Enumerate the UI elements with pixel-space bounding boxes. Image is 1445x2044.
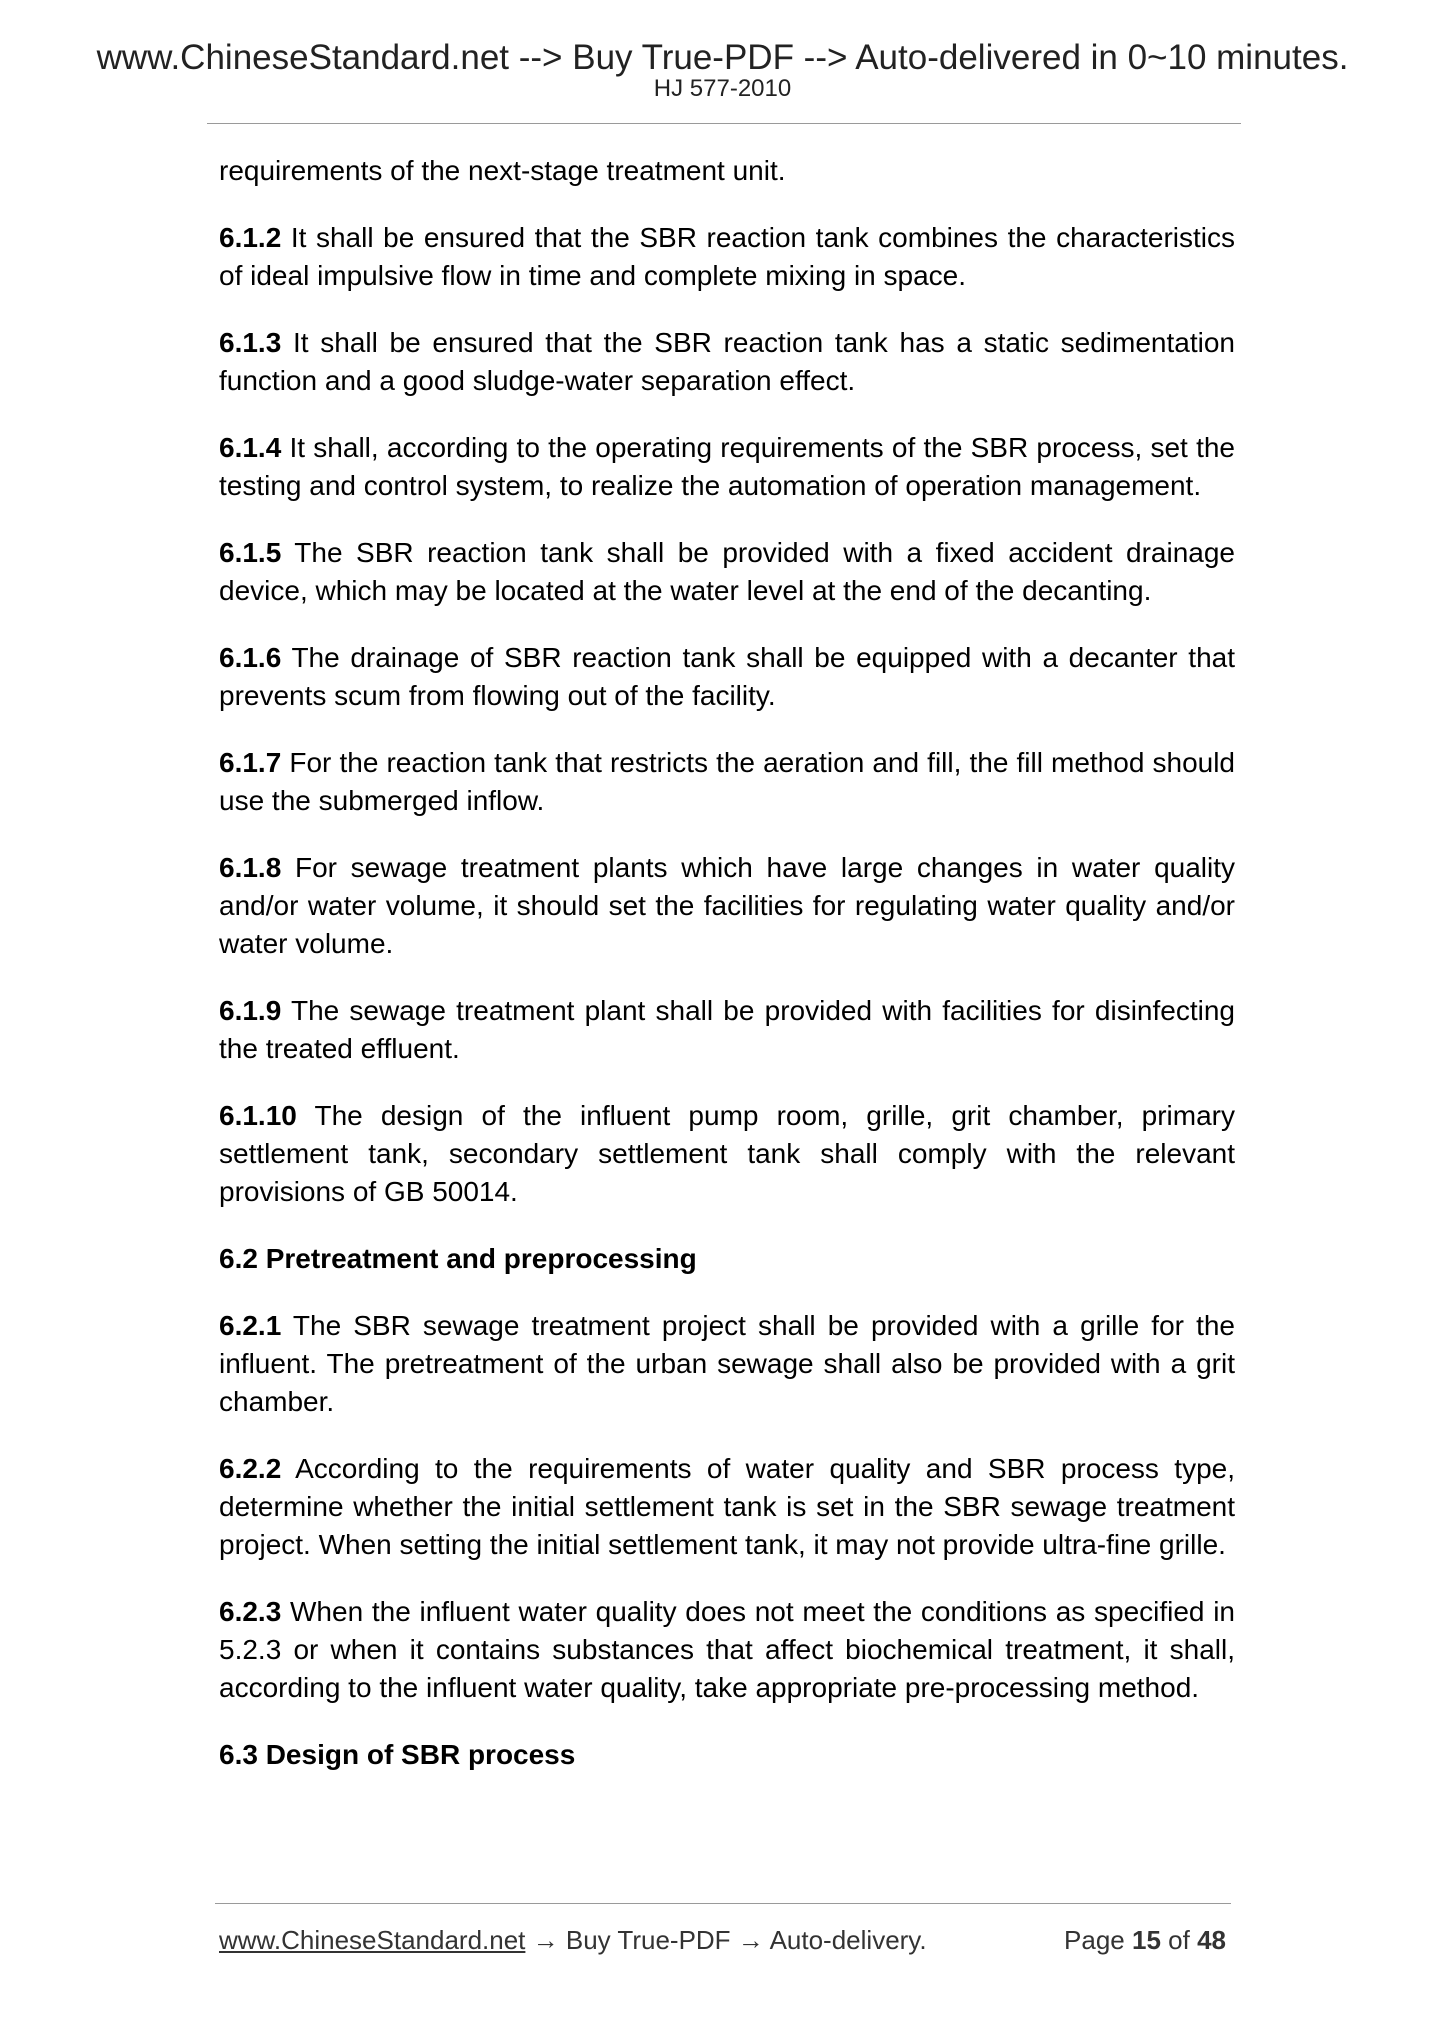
clause-number: 6.1.6: [219, 642, 282, 673]
clause-6-1-9: [219, 992, 1235, 1068]
clause-6-1-3: [219, 324, 1235, 400]
header-divider: [207, 123, 1241, 124]
total-pages-number: 48: [1197, 1925, 1226, 1955]
clause-text: It shall be ensured that the SBR reaction tank has a static sedimentation function and a good sludge-water separation effect.: [219, 327, 1235, 396]
clause-number: 6.2.2: [219, 1453, 282, 1484]
clause-6-1-10: [219, 1097, 1235, 1211]
clause-text: For sewage treatment plants which have large changes in water quality and/or water volume, it should set the facilities for regulating water quality and/or water volume.: [219, 852, 1236, 959]
section-heading-6-3: 6.3 Design of SBR process: [219, 1739, 576, 1770]
clause-6-2-1: [219, 1307, 1235, 1421]
clause-text: It shall be ensured that the SBR reaction tank combines the characteristics of ideal impulsive flow in time and complete mixing in space.: [219, 222, 1236, 291]
clause-text: The SBR reaction tank shall be provided with a fixed accident drainage device, which may be located at the water level at the end of the decanting.: [219, 537, 1236, 606]
clause-6-1-7: [219, 744, 1235, 820]
footer-divider: [215, 1903, 1231, 1904]
footer-tagline: → Buy True-PDF → Auto-delivery.: [525, 1925, 927, 1955]
clause-text: When the influent water quality does not meet the conditions as specified in 5.2.3 or when it contains substances that affect biochemical treatment, it shall, according to the influent water quality, take appropriate pre-processing method.: [219, 1596, 1236, 1703]
clause-6-1-4: [219, 429, 1235, 505]
clause-6-2-3: [219, 1593, 1235, 1707]
clause-number: 6.1.10: [219, 1100, 297, 1131]
clause-number: 6.1.4: [219, 432, 282, 463]
clause-text: For the reaction tank that restricts the aeration and fill, the fill method should use the submerged inflow.: [219, 747, 1236, 816]
clause-text: The drainage of SBR reaction tank shall be equipped with a decanter that prevents scum from flowing out of the facility.: [219, 642, 1235, 711]
clause-number: 6.1.2: [219, 222, 282, 253]
footer-promo: [219, 1924, 927, 1956]
clause-text: According to the requirements of water quality and SBR process type, determine whether the initial settlement tank is set in the SBR sewage treatment project. When setting the initial settlement tank, it may not provide ultra-fine grille.: [219, 1453, 1235, 1560]
section-heading-6-2: 6.2 Pretreatment and preprocessing: [219, 1243, 697, 1274]
clause-6-2-2: [219, 1450, 1235, 1564]
clause-text: The sewage treatment plant shall be provided with facilities for disinfecting the treated effluent.: [219, 995, 1235, 1064]
page-content: [219, 152, 1235, 1803]
clause-text: It shall, according to the operating requirements of the SBR process, set the testing and control system, to realize the automation of operation management.: [219, 432, 1235, 501]
paragraph-text: requirements of the next-stage treatment unit.: [219, 155, 786, 186]
top-banner: www.ChineseStandard.net --> Buy True-PDF --> Auto-delivered in 0~10 minutes.: [96, 38, 1349, 77]
clause-6-1-6: [219, 639, 1235, 715]
clause-text: The SBR sewage treatment project shall be provided with a grille for the influent. The pretreatment of the urban sewage shall also be provided with a grit chamber.: [219, 1310, 1236, 1417]
of-label: of: [1168, 1925, 1190, 1955]
clause-number: 6.1.7: [219, 747, 282, 778]
clause-text: The design of the influent pump room, grille, grit chamber, primary settlement tank, secondary settlement tank shall comply with the relevant provisions of GB 50014.: [219, 1100, 1235, 1207]
continuation-paragraph: [219, 152, 1235, 190]
clause-number: 6.1.3: [219, 327, 282, 358]
clause-number: 6.1.8: [219, 852, 282, 883]
page-indicator: [1064, 1924, 1226, 1956]
page-label: Page: [1064, 1925, 1125, 1955]
clause-number: 6.1.9: [219, 995, 282, 1026]
footer-website-link[interactable]: www.ChineseStandard.net: [219, 1925, 526, 1955]
clause-6-1-5: [219, 534, 1235, 610]
clause-6-1-8: [219, 849, 1235, 963]
clause-number: 6.2.3: [219, 1596, 282, 1627]
clause-number: 6.2.1: [219, 1310, 282, 1341]
clause-6-1-2: [219, 219, 1235, 295]
current-page-number: 15: [1132, 1925, 1161, 1955]
document-code: HJ 577-2010: [653, 75, 792, 102]
clause-number: 6.1.5: [219, 537, 282, 568]
